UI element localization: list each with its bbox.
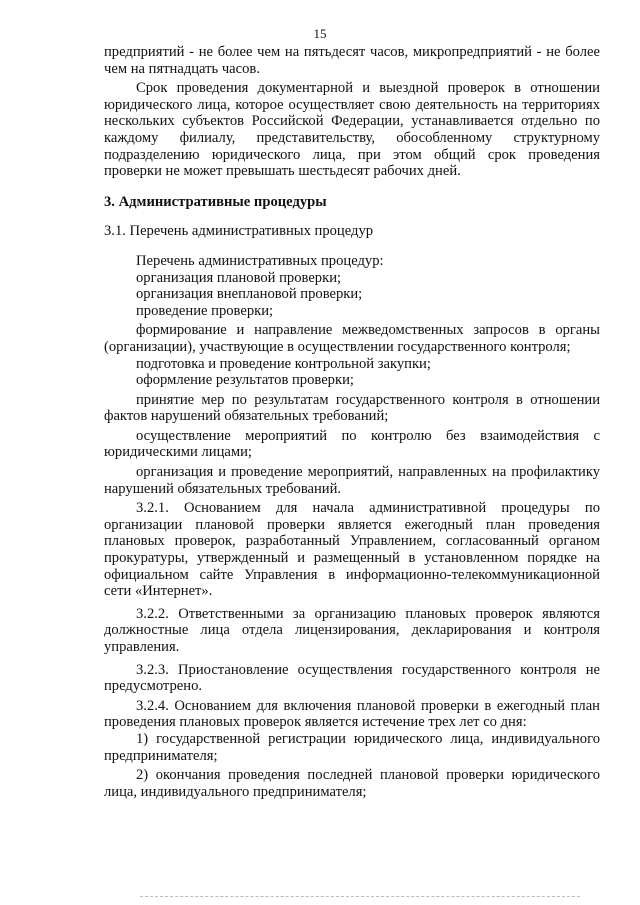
paragraph-3-2-1: 3.2.1. Основанием для начала административной процедуры по организации плановой проверки является ежегодный план проведения плановых проверок, разработанный Управлением, согласованный органом прокуратуры, утвержденный и размещенный в установленном порядке на официальном сайте Управления в информационно-телекоммуникационной сети «Интернет».: [104, 500, 600, 600]
list-item: подготовка и проведение контрольной закупки;: [136, 355, 431, 372]
subitem-2: 2) окончания проведения последней плановой проверки юридического лица, индивидуального предпринимателя;: [104, 767, 600, 800]
list-item: оформление результатов проверки;: [136, 372, 354, 389]
list-item: организация и проведение мероприятий, направленных на профилактику нарушений обязательных требований.: [104, 464, 600, 497]
list-item: организация плановой проверки;: [136, 269, 342, 286]
paragraph-inspection-duration: Срок проведения документарной и выездной проверок в отношении юридического лица, которое осуществляет свою деятельность на территориях нескольких субъектов Российской Федерации, устанавливается отдельно по каждому филиалу, представительству, обособленному структурному подразделению юридического лица, при этом общий срок проведения проверки не может превышать шестьдесят рабочих дней.: [104, 80, 600, 180]
list-item: принятие мер по результатам государственного контроля в отношении фактов нарушений обязательных требований;: [104, 391, 600, 425]
paragraph-3-2-4: 3.2.4. Основанием для включения плановой проверки в ежегодный план проведения плановых проверок является истечение трех лет со дня:: [104, 697, 600, 731]
procedures-list: [104, 270, 600, 498]
procedures-list-intro: Перечень административных процедур:: [136, 252, 384, 269]
list-item: формирование и направление межведомственных запросов в органы (организации), участвующие в осуществлении государственного контроля;: [104, 322, 600, 355]
section-heading: 3. Административные процедуры: [104, 193, 327, 210]
document-body: [104, 44, 600, 800]
subsection-heading: 3.1. Перечень административных процедур: [104, 223, 374, 240]
paragraph-3-2-3: 3.2.3. Приостановление осуществления государственного контроля не предусмотрено.: [104, 661, 600, 695]
subitem-1: 1) государственной регистрации юридического лица, индивидуального предпринимателя;: [104, 730, 600, 764]
list-item: организация внеплановой проверки;: [136, 286, 363, 303]
paragraph-3-2-2: 3.2.2. Ответственными за организацию плановых проверок являются должностные лица отдела лицензирования, декларирования и контроля управления.: [104, 605, 600, 655]
list-item: проведение проверки;: [136, 302, 274, 319]
page-number: 15: [313, 26, 327, 41]
paragraph-continuation: предприятий - не более чем на пятьдесят часов, микропредприятий - не более чем на пятнадцать часов.: [104, 44, 600, 77]
list-item: осуществление мероприятий по контролю без взаимодействия с юридическими лицами;: [104, 427, 600, 461]
bottom-scan-artifact: [140, 896, 580, 897]
